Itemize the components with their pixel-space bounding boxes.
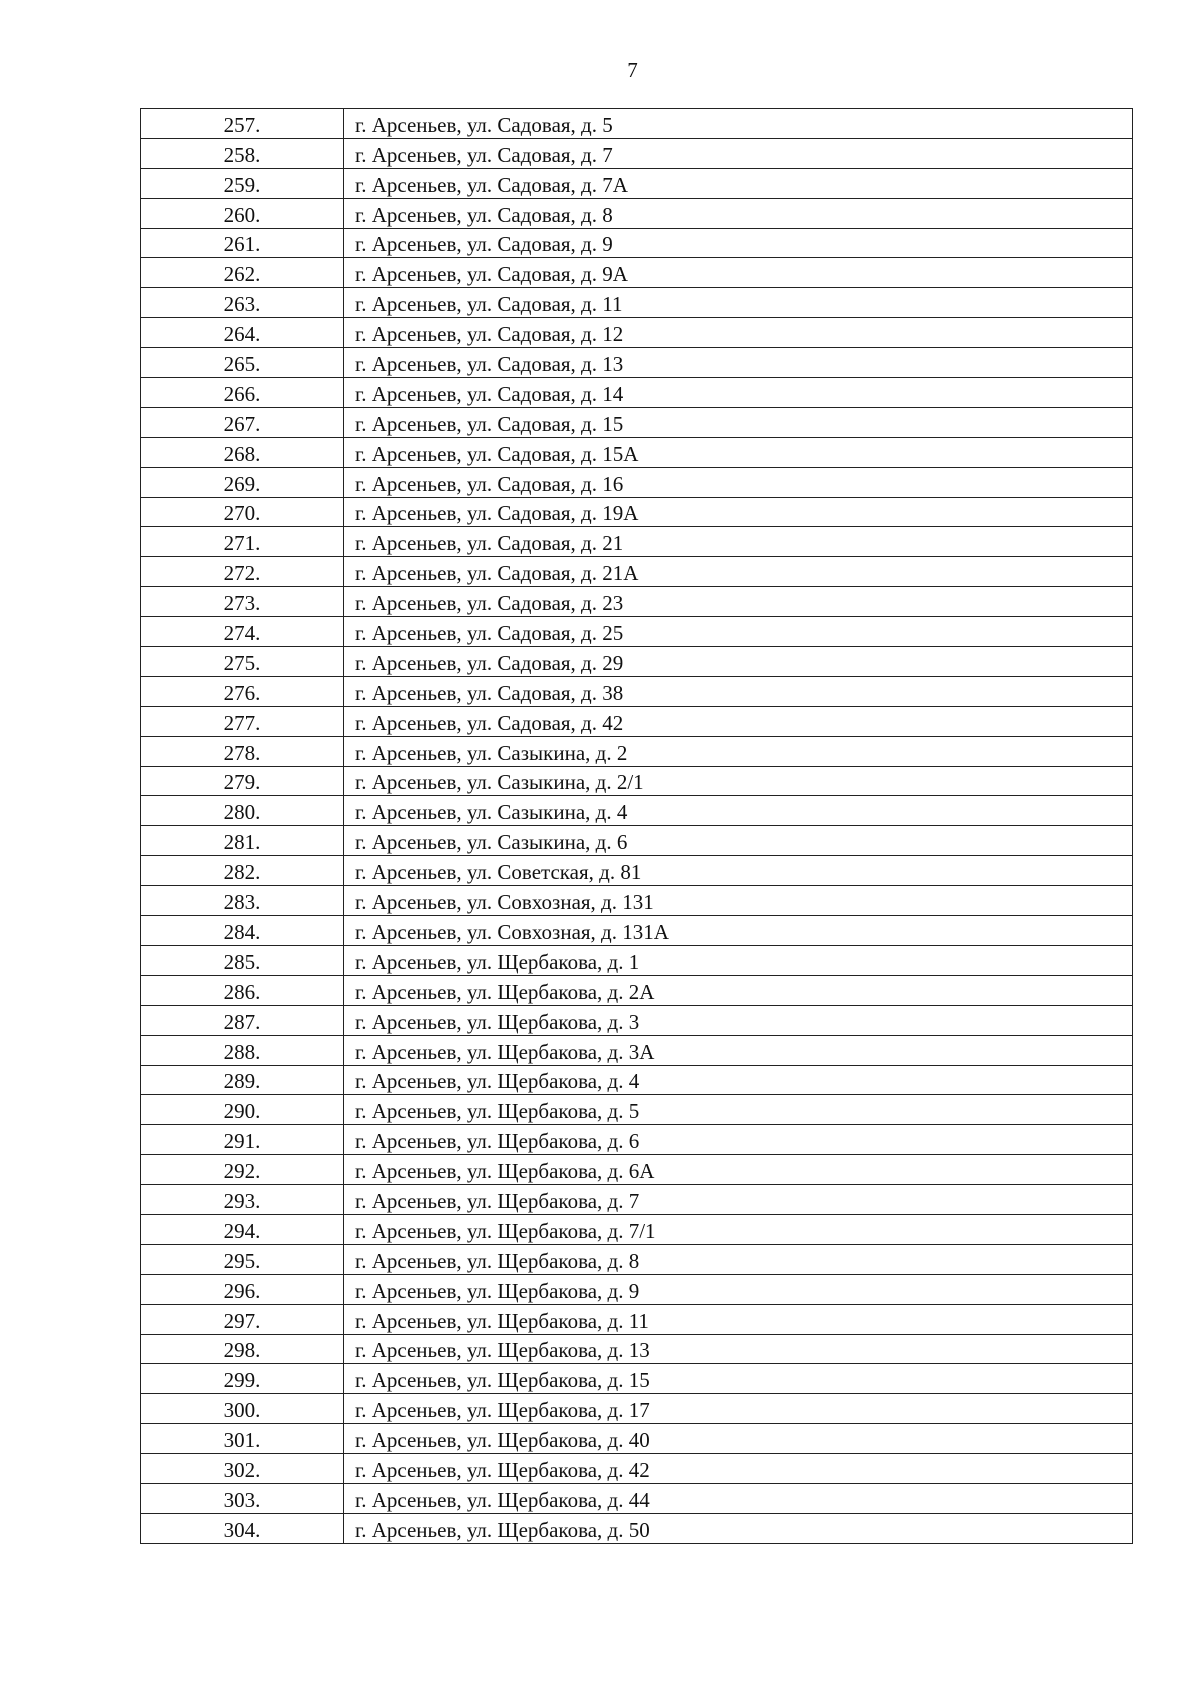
row-number: 288. xyxy=(141,1035,344,1065)
table-row xyxy=(141,1364,1133,1394)
row-number: 296. xyxy=(141,1274,344,1304)
row-address: г. Арсеньев, ул. Щербакова, д. 13 xyxy=(344,1334,1133,1364)
table-row xyxy=(141,856,1133,886)
row-number: 271. xyxy=(141,527,344,557)
row-number: 282. xyxy=(141,856,344,886)
row-number: 270. xyxy=(141,497,344,527)
row-number: 278. xyxy=(141,736,344,766)
row-address: г. Арсеньев, ул. Сазыкина, д. 2 xyxy=(344,736,1133,766)
table-row xyxy=(141,1095,1133,1125)
row-address: г. Арсеньев, ул. Щербакова, д. 4 xyxy=(344,1065,1133,1095)
table-row xyxy=(141,587,1133,617)
row-address: г. Арсеньев, ул. Щербакова, д. 17 xyxy=(344,1394,1133,1424)
row-number: 299. xyxy=(141,1364,344,1394)
table-row xyxy=(141,945,1133,975)
row-address: г. Арсеньев, ул. Щербакова, д. 6А xyxy=(344,1155,1133,1185)
table-row xyxy=(141,1065,1133,1095)
row-address: г. Арсеньев, ул. Садовая, д. 42 xyxy=(344,706,1133,736)
row-number: 273. xyxy=(141,587,344,617)
row-number: 263. xyxy=(141,288,344,318)
row-number: 272. xyxy=(141,557,344,587)
row-number: 293. xyxy=(141,1185,344,1215)
table-row xyxy=(141,378,1133,408)
row-address: г. Арсеньев, ул. Щербакова, д. 1 xyxy=(344,945,1133,975)
table-row xyxy=(141,1483,1133,1513)
row-number: 285. xyxy=(141,945,344,975)
row-address: г. Арсеньев, ул. Садовая, д. 7 xyxy=(344,138,1133,168)
table-row xyxy=(141,557,1133,587)
row-number: 262. xyxy=(141,258,344,288)
row-number: 268. xyxy=(141,437,344,467)
row-number: 292. xyxy=(141,1155,344,1185)
row-address: г. Арсеньев, ул. Сазыкина, д. 6 xyxy=(344,826,1133,856)
row-address: г. Арсеньев, ул. Садовая, д. 19А xyxy=(344,497,1133,527)
table-row xyxy=(141,975,1133,1005)
row-number: 287. xyxy=(141,1005,344,1035)
row-address: г. Арсеньев, ул. Садовая, д. 9 xyxy=(344,228,1133,258)
row-address: г. Арсеньев, ул. Садовая, д. 7А xyxy=(344,168,1133,198)
row-address: г. Арсеньев, ул. Садовая, д. 38 xyxy=(344,676,1133,706)
table-row xyxy=(141,826,1133,856)
table-row xyxy=(141,497,1133,527)
row-address: г. Арсеньев, ул. Советская, д. 81 xyxy=(344,856,1133,886)
row-number: 279. xyxy=(141,766,344,796)
row-number: 260. xyxy=(141,198,344,228)
row-number: 264. xyxy=(141,318,344,348)
row-number: 286. xyxy=(141,975,344,1005)
row-address: г. Арсеньев, ул. Щербакова, д. 7 xyxy=(344,1185,1133,1215)
row-address: г. Арсеньев, ул. Садовая, д. 23 xyxy=(344,587,1133,617)
row-address: г. Арсеньев, ул. Щербакова, д. 50 xyxy=(344,1513,1133,1543)
row-number: 304. xyxy=(141,1513,344,1543)
table-row xyxy=(141,228,1133,258)
table-row xyxy=(141,617,1133,647)
row-address: г. Арсеньев, ул. Щербакова, д. 9 xyxy=(344,1274,1133,1304)
table-row xyxy=(141,1155,1133,1185)
row-address: г. Арсеньев, ул. Щербакова, д. 40 xyxy=(344,1424,1133,1454)
row-address: г. Арсеньев, ул. Щербакова, д. 8 xyxy=(344,1244,1133,1274)
table-row xyxy=(141,109,1133,139)
table-row xyxy=(141,348,1133,378)
row-address: г. Арсеньев, ул. Садовая, д. 14 xyxy=(344,378,1133,408)
row-number: 266. xyxy=(141,378,344,408)
row-address: г. Арсеньев, ул. Щербакова, д. 2А xyxy=(344,975,1133,1005)
row-number: 300. xyxy=(141,1394,344,1424)
row-address: г. Арсеньев, ул. Садовая, д. 9А xyxy=(344,258,1133,288)
row-number: 275. xyxy=(141,647,344,677)
table-row xyxy=(141,916,1133,946)
row-number: 265. xyxy=(141,348,344,378)
row-number: 267. xyxy=(141,407,344,437)
row-number: 274. xyxy=(141,617,344,647)
table-row xyxy=(141,1513,1133,1543)
row-number: 283. xyxy=(141,886,344,916)
table-row xyxy=(141,288,1133,318)
table-row xyxy=(141,1244,1133,1274)
row-address: г. Арсеньев, ул. Садовая, д. 21 xyxy=(344,527,1133,557)
row-number: 276. xyxy=(141,676,344,706)
table-row xyxy=(141,736,1133,766)
row-number: 257. xyxy=(141,109,344,139)
table-row xyxy=(141,318,1133,348)
row-address: г. Арсеньев, ул. Садовая, д. 15 xyxy=(344,407,1133,437)
row-address: г. Арсеньев, ул. Сазыкина, д. 4 xyxy=(344,796,1133,826)
row-number: 280. xyxy=(141,796,344,826)
row-address: г. Арсеньев, ул. Совхозная, д. 131А xyxy=(344,916,1133,946)
row-address: г. Арсеньев, ул. Садовая, д. 13 xyxy=(344,348,1133,378)
address-table-body xyxy=(141,109,1133,1544)
table-row xyxy=(141,168,1133,198)
table-row xyxy=(141,796,1133,826)
table-row xyxy=(141,1185,1133,1215)
table-row xyxy=(141,1304,1133,1334)
table-row xyxy=(141,1394,1133,1424)
row-address: г. Арсеньев, ул. Щербакова, д. 3А xyxy=(344,1035,1133,1065)
table-row xyxy=(141,766,1133,796)
row-address: г. Арсеньев, ул. Щербакова, д. 6 xyxy=(344,1125,1133,1155)
row-number: 277. xyxy=(141,706,344,736)
row-address: г. Арсеньев, ул. Сазыкина, д. 2/1 xyxy=(344,766,1133,796)
row-number: 297. xyxy=(141,1304,344,1334)
row-address: г. Арсеньев, ул. Садовая, д. 16 xyxy=(344,467,1133,497)
row-address: г. Арсеньев, ул. Садовая, д. 12 xyxy=(344,318,1133,348)
table-row xyxy=(141,138,1133,168)
row-address: г. Арсеньев, ул. Садовая, д. 29 xyxy=(344,647,1133,677)
row-address: г. Арсеньев, ул. Садовая, д. 15А xyxy=(344,437,1133,467)
row-address: г. Арсеньев, ул. Совхозная, д. 131 xyxy=(344,886,1133,916)
row-address: г. Арсеньев, ул. Щербакова, д. 3 xyxy=(344,1005,1133,1035)
table-row xyxy=(141,676,1133,706)
row-address: г. Арсеньев, ул. Садовая, д. 8 xyxy=(344,198,1133,228)
row-number: 301. xyxy=(141,1424,344,1454)
row-address: г. Арсеньев, ул. Садовая, д. 21А xyxy=(344,557,1133,587)
row-number: 269. xyxy=(141,467,344,497)
address-table xyxy=(140,108,1133,1544)
table-row xyxy=(141,467,1133,497)
row-number: 302. xyxy=(141,1454,344,1484)
table-row xyxy=(141,407,1133,437)
row-number: 258. xyxy=(141,138,344,168)
table-row xyxy=(141,1035,1133,1065)
row-number: 303. xyxy=(141,1483,344,1513)
table-row xyxy=(141,527,1133,557)
table-row xyxy=(141,886,1133,916)
page-number: 7 xyxy=(627,58,638,82)
row-address: г. Арсеньев, ул. Садовая, д. 11 xyxy=(344,288,1133,318)
row-number: 284. xyxy=(141,916,344,946)
table-row xyxy=(141,1005,1133,1035)
row-address: г. Арсеньев, ул. Щербакова, д. 42 xyxy=(344,1454,1133,1484)
table-row xyxy=(141,706,1133,736)
table-row xyxy=(141,1214,1133,1244)
row-number: 290. xyxy=(141,1095,344,1125)
table-row xyxy=(141,1274,1133,1304)
row-address: г. Арсеньев, ул. Щербакова, д. 5 xyxy=(344,1095,1133,1125)
row-number: 261. xyxy=(141,228,344,258)
table-row xyxy=(141,1424,1133,1454)
row-number: 298. xyxy=(141,1334,344,1364)
row-address: г. Арсеньев, ул. Садовая, д. 25 xyxy=(344,617,1133,647)
table-row xyxy=(141,437,1133,467)
table-row xyxy=(141,647,1133,677)
row-number: 294. xyxy=(141,1214,344,1244)
row-number: 291. xyxy=(141,1125,344,1155)
row-number: 259. xyxy=(141,168,344,198)
row-address: г. Арсеньев, ул. Щербакова, д. 15 xyxy=(344,1364,1133,1394)
row-number: 281. xyxy=(141,826,344,856)
row-number: 289. xyxy=(141,1065,344,1095)
row-address: г. Арсеньев, ул. Щербакова, д. 11 xyxy=(344,1304,1133,1334)
table-row xyxy=(141,1125,1133,1155)
table-row xyxy=(141,1454,1133,1484)
table-row xyxy=(141,258,1133,288)
table-row xyxy=(141,1334,1133,1364)
row-address: г. Арсеньев, ул. Щербакова, д. 44 xyxy=(344,1483,1133,1513)
row-address: г. Арсеньев, ул. Щербакова, д. 7/1 xyxy=(344,1214,1133,1244)
table-row xyxy=(141,198,1133,228)
row-address: г. Арсеньев, ул. Садовая, д. 5 xyxy=(344,109,1133,139)
row-number: 295. xyxy=(141,1244,344,1274)
